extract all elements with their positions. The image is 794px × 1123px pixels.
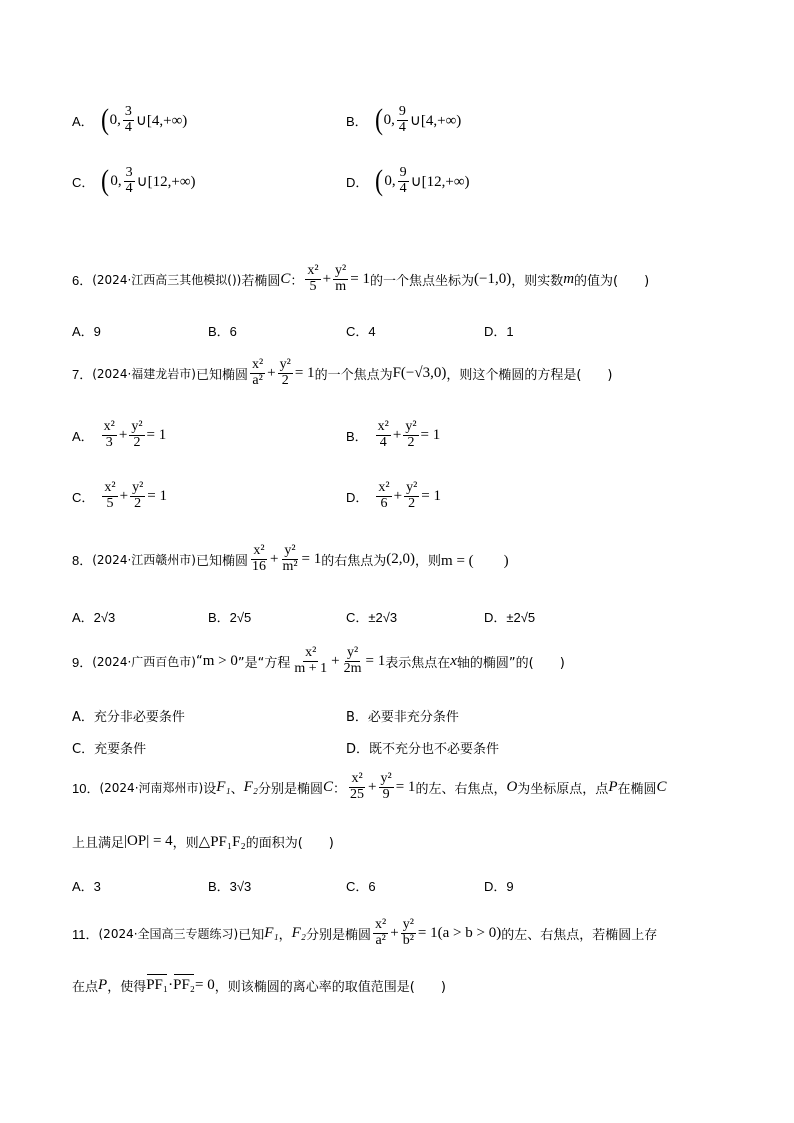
q7-stem: 7． (2024·福建龙岩市) 已知椭圆 $\frac{\text{x²}}{\text{a²}}$ + $\frac{\text{y²}}{2}$ = 1 的一个焦点为 F(−√3,0) ，则这个椭圆的方程是( ) bbox=[72, 357, 613, 388]
q8-option-b[interactable]: B．2√5 bbox=[208, 610, 252, 625]
q9-option-a[interactable]: A．充分非必要条件 bbox=[72, 710, 185, 725]
q10-stem-line2: 上且满足 |OP| = 4 ，则 △PF₁F₂ 的面积为( ) bbox=[72, 833, 334, 851]
q9-option-b[interactable]: B．必要非充分条件 bbox=[346, 710, 459, 725]
q7-option-b[interactable]: B． $\frac{\text{x²}}{4}$ + $\frac{\text{y²}}{2}$ = 1 bbox=[346, 419, 441, 450]
q5-option-c[interactable]: C． ( 0, $\frac{3}{4}$ ∪[12,+∞) bbox=[72, 164, 196, 198]
q7-option-c[interactable]: C． $\frac{\text{x²}}{5}$ + $\frac{\text{y²}}{2}$ = 1 bbox=[72, 480, 167, 511]
q6-option-d[interactable]: D．1 bbox=[484, 324, 514, 339]
fraction: $\frac{9}{4}$ bbox=[399, 165, 407, 196]
fraction: $\frac{9}{4}$ bbox=[398, 104, 406, 135]
fraction: $\frac{3}{4}$ bbox=[124, 104, 132, 135]
q6-option-a[interactable]: A．9 bbox=[72, 324, 101, 339]
q7-option-d[interactable]: D． $\frac{\text{x²}}{6}$ + $\frac{\text{y²}}{2}$ = 1 bbox=[346, 480, 441, 511]
q8-stem: 8． (2024·江西赣州市) 已知椭圆 $\frac{\text{x²}}{16}$ + $\frac{\text{y²}}{\text{m²}}$ = 1 的右焦点为 (2,0) ，则 m = ( ) bbox=[72, 543, 509, 574]
q7-option-a[interactable]: A． $\frac{\text{x²}}{3}$ + $\frac{\text{y²}}{2}$ = 1 bbox=[72, 419, 167, 450]
q8-option-d[interactable]: D．±2√5 bbox=[484, 610, 536, 625]
q11-stem-line1: 11． (2024·全国高三专题练习) 已知 F₁ ， F₂ 分别是椭圆 $\frac{\text{x²}}{\text{a²}}$ + $\frac{\text{y²}}{\text{b²}}$ = 1 (a > b > 0) 的左、右焦点，若椭圆上存 bbox=[72, 917, 658, 948]
q8-option-c[interactable]: C．±2√3 bbox=[346, 610, 398, 625]
q10-option-c[interactable]: C．6 bbox=[346, 879, 376, 894]
q5-option-d[interactable]: D． ( 0, $\frac{9}{4}$ ∪[12,+∞) bbox=[346, 164, 470, 198]
q9-option-c[interactable]: C．充要条件 bbox=[72, 742, 147, 757]
q10-stem-line1: 10． (2024·河南郑州市) 设 F₁ 、 F₂ 分别是椭圆 C ： $\frac{\text{x²}}{25}$ + $\frac{\text{y²}}{9}$ = 1 的左、右焦点， O 为坐标原点，点 P 在椭圆 C bbox=[72, 771, 667, 802]
q9-stem: 9． (2024·广西百色市) “ m > 0 ”是“方程 $\frac{\text{x²}}{m + 1}$ + $\frac{\text{y²}}{2m}$ = 1 表示焦点在 x 轴的椭圆”的( ) bbox=[72, 645, 565, 676]
vector-pf2: PF₂ bbox=[173, 977, 196, 993]
vector-pf1: PF₁ bbox=[146, 977, 169, 993]
q6-option-c[interactable]: C．4 bbox=[346, 324, 376, 339]
fraction: $\frac{3}{4}$ bbox=[125, 165, 133, 196]
q10-option-d[interactable]: D．9 bbox=[484, 879, 514, 894]
q5-option-b[interactable]: B． ( 0, $\frac{9}{4}$ ∪[4,+∞) bbox=[346, 103, 462, 137]
q11-stem-line2: 在点 P ，使得 PF₁ · PF₂ = 0 ，则该椭圆的离心率的取值范围是( ) bbox=[72, 977, 446, 995]
q5-option-a[interactable]: A． ( 0, $\frac{3}{4}$ ∪[4,+∞) bbox=[72, 103, 188, 137]
q9-option-d[interactable]: D．既不充分也不必要条件 bbox=[346, 742, 500, 757]
q6-option-b[interactable]: B．6 bbox=[208, 324, 237, 339]
q10-option-b[interactable]: B．3√3 bbox=[208, 879, 252, 894]
q10-option-a[interactable]: A．3 bbox=[72, 879, 101, 894]
q6-stem: 6． (2024·江西高三其他模拟()) 若椭圆 C ： $\frac{\text{x²}}{5}$ + $\frac{\text{y²}}{m}$ = 1 的一个焦点坐标为 (−1,0) ，则实数 m 的值为( ) bbox=[72, 263, 650, 294]
q8-option-a[interactable]: A．2√3 bbox=[72, 610, 116, 625]
